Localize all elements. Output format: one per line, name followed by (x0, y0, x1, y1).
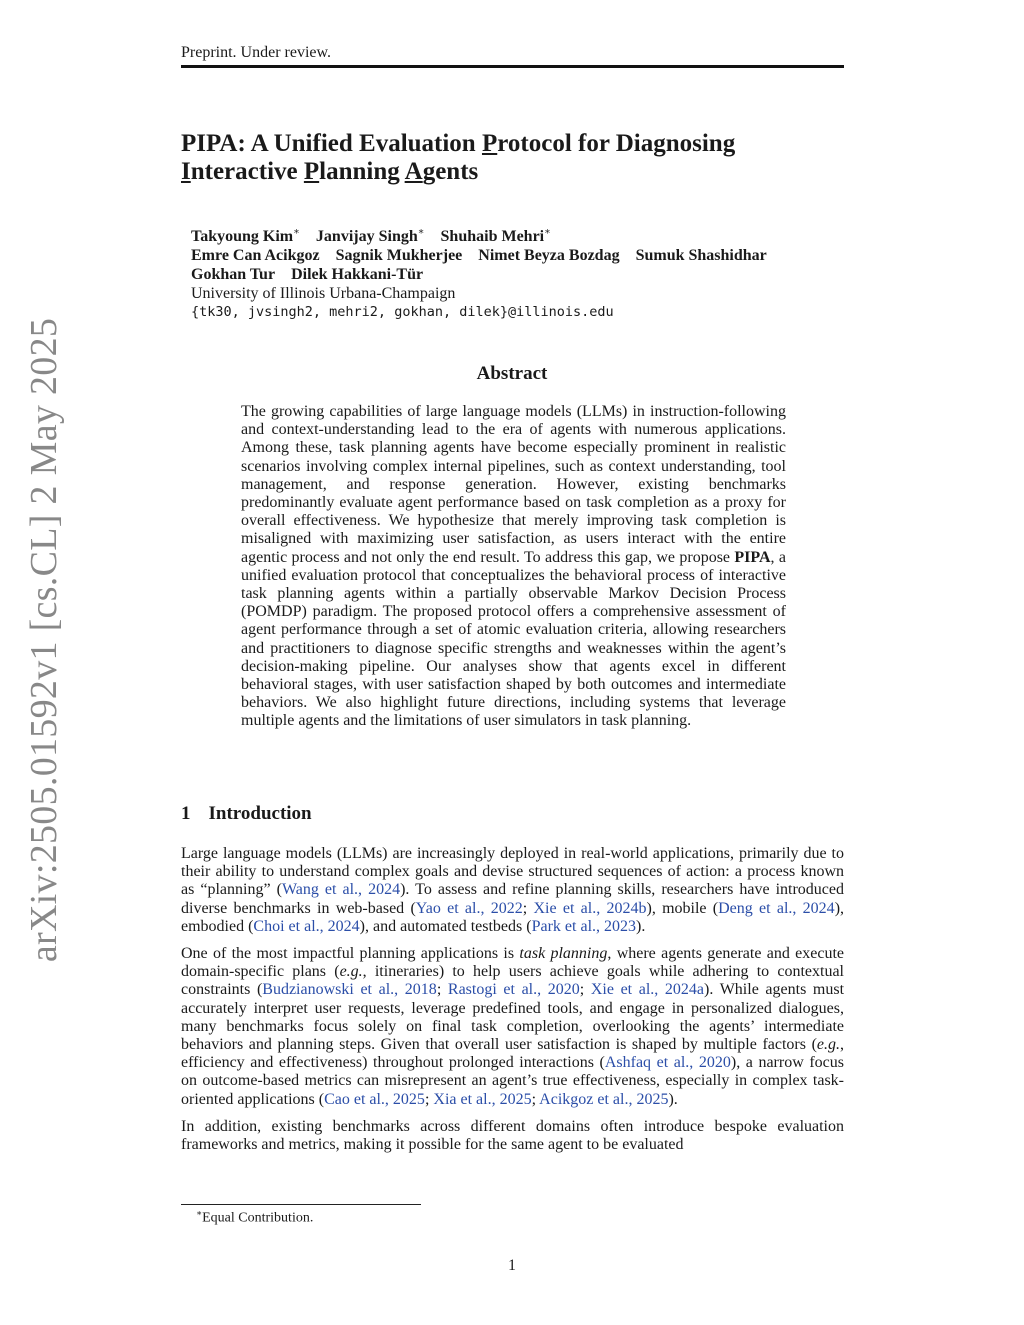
citation-link[interactable]: Rastogi et al., 2020 (447, 981, 580, 999)
text-run: ). While agents must accurately interpret user requests, leverage predefined tools, and engage in personalized dialogues, many benchmarks focus solely on final task completion, overlooking the agents’ intermediate behaviors and planning steps. Given that overall user satisfaction is shaped by multiple factors ( (181, 981, 845, 1054)
citation-link[interactable]: Wang et al., 2024 (281, 881, 401, 899)
author-name: Emre Can Acikgoz (191, 247, 320, 265)
text-run: ), embodied ( (181, 899, 845, 935)
author-name: Sumuk Shashidhar (635, 247, 767, 265)
text-run: ). (636, 917, 646, 935)
citation-link[interactable]: Park et al., 2023 (531, 917, 637, 935)
citation-link[interactable]: Ashfaq et al., 2020 (604, 1054, 731, 1072)
citation-link[interactable]: Xie et al., 2024b (533, 899, 647, 917)
author-name: Janvijay Singh∗ (315, 227, 425, 246)
author-name: Sagnik Mukherjee (335, 247, 463, 265)
abstract-heading: Abstract (476, 363, 548, 384)
author-name: Gokhan Tur (191, 266, 276, 284)
author-name: Nimet Beyza Bozdag (478, 247, 620, 265)
text-run: One of the most impactful planning applications is (181, 945, 520, 963)
text-run: ; (436, 981, 448, 999)
italic-text: task planning (519, 945, 608, 963)
text-run: , itineraries) to help users achieve goals while adhering to contextual constraints ( (181, 963, 845, 999)
title-line-2: Interactive Planning Agents (181, 158, 479, 185)
arxiv-stamp: arXiv:2505.01592v1 [cs.CL] 2 May 2025 (23, 317, 65, 963)
author-row-1 (191, 223, 841, 246)
citation-link[interactable]: Xia et al., 2025 (433, 1090, 532, 1108)
text-run: ), and automated testbeds ( (359, 917, 532, 935)
citation-link[interactable]: Acikgoz et al., 2025 (539, 1090, 669, 1108)
pipa-term: PIPA (734, 548, 771, 566)
footnote: ∗Equal Contribution. (196, 1208, 314, 1226)
text-run: , efficiency and effectiveness) throughout prolonged interactions ( (181, 1036, 844, 1072)
abstract-text: The growing capabilities of large language models (LLMs) in instruction-following and context-understanding lead to the era of agents with numerous applications. Among these, task planning agents have become especially prominent in realistic scenarios involving complex internal pipelines, such as context understanding, tool management, and response generation. However, existing benchmarks predominantly evaluate agent performance based on task completion as a proxy for overall effectiveness. We hypothesize that merely improving task completion is misaligned with maximizing user satisfaction, as users interact with the entire agentic process and not only the end result. To address this gap, we propose PIPA, a unified evaluation protocol that conceptualizes the behavioral process of interactive task planning agents within a partially observable Markov Decision Process (POMDP) paradigm. The proposed protocol offers a comprehensive assessment of agent performance through a set of atomic evaluation criteria, allowing researchers and practitioners to diagnose specific strengths and weaknesses within the agent’s decision-making pipeline. Our analyses show that agents excel in different behavioral stages, with user satisfaction shaped by both outcomes and intermediate behaviors. We also highlight future directions, including systems that leverage multiple agents and the limitations of user simulators in task planning. (241, 403, 786, 730)
running-header: Preprint. Under review. (181, 44, 332, 61)
author-emails: {tk30, jvsingh2, mehri2, gokhan, dilek}@illinois.edu (191, 304, 614, 321)
text-run: ; (522, 899, 534, 917)
paper-title (181, 130, 844, 186)
text-run: ; (579, 981, 591, 999)
body-paragraph (181, 1118, 844, 1154)
author-block (191, 223, 841, 322)
affiliation: University of Illinois Urbana-Champaign (191, 285, 456, 303)
citation-link[interactable]: Cao et al., 2025 (324, 1090, 425, 1108)
introduction-body (181, 845, 844, 1163)
body-paragraph (181, 845, 844, 936)
author-name: Takyoung Kim∗ (191, 227, 300, 246)
page-number: 1 (508, 1257, 516, 1274)
citation-link[interactable]: Yao et al., 2022 (415, 899, 523, 917)
body-paragraph (181, 945, 844, 1109)
text-run: ), a narrow focus on outcome-based metrics can misrepresent an agent’s true effectiveness, especially in complex task-oriented applications ( (181, 1054, 844, 1108)
text-run: ; (531, 1090, 540, 1108)
text-run: ; (424, 1090, 434, 1108)
text-run: ). To assess and refine planning skills, researchers have introduced diverse benchmarks in web-based ( (181, 881, 845, 917)
author-row-2 (191, 246, 841, 265)
author-name: Shuhaib Mehri∗ (440, 227, 551, 246)
author-row-3 (191, 265, 841, 284)
citation-link[interactable]: Budzianowski et al., 2018 (262, 981, 437, 999)
text-run: ). (668, 1090, 678, 1108)
italic-text: e.g. (816, 1036, 840, 1054)
text-run: In addition, existing benchmarks across different domains often introduce bespoke evaluation frameworks and metrics, making it possible for the same agent to be evaluated (181, 1117, 844, 1154)
text-run: ), mobile ( (646, 899, 719, 917)
italic-text: e.g. (339, 963, 363, 981)
citation-link[interactable]: Choi et al., 2024 (253, 917, 360, 935)
text-run: Large language models (LLMs) are increasingly deployed in real-world applications, primarily due to their ability to understand complex goals and devise structured sequences of action: a process known as “planning” ( (181, 845, 844, 899)
citation-link[interactable]: Deng et al., 2024 (718, 899, 835, 917)
title-line-1: PIPA: A Unified Evaluation Protocol for Diagnosing (181, 130, 736, 157)
section-heading: 1 Introduction (181, 803, 312, 824)
footnote-rule (181, 1204, 421, 1205)
author-name: Dilek Hakkani-Tür (291, 266, 424, 284)
citation-link[interactable]: Xie et al., 2024a (590, 981, 705, 999)
header-rule (181, 65, 844, 68)
text-run: , where agents generate and execute domain-specific plans ( (181, 945, 845, 981)
